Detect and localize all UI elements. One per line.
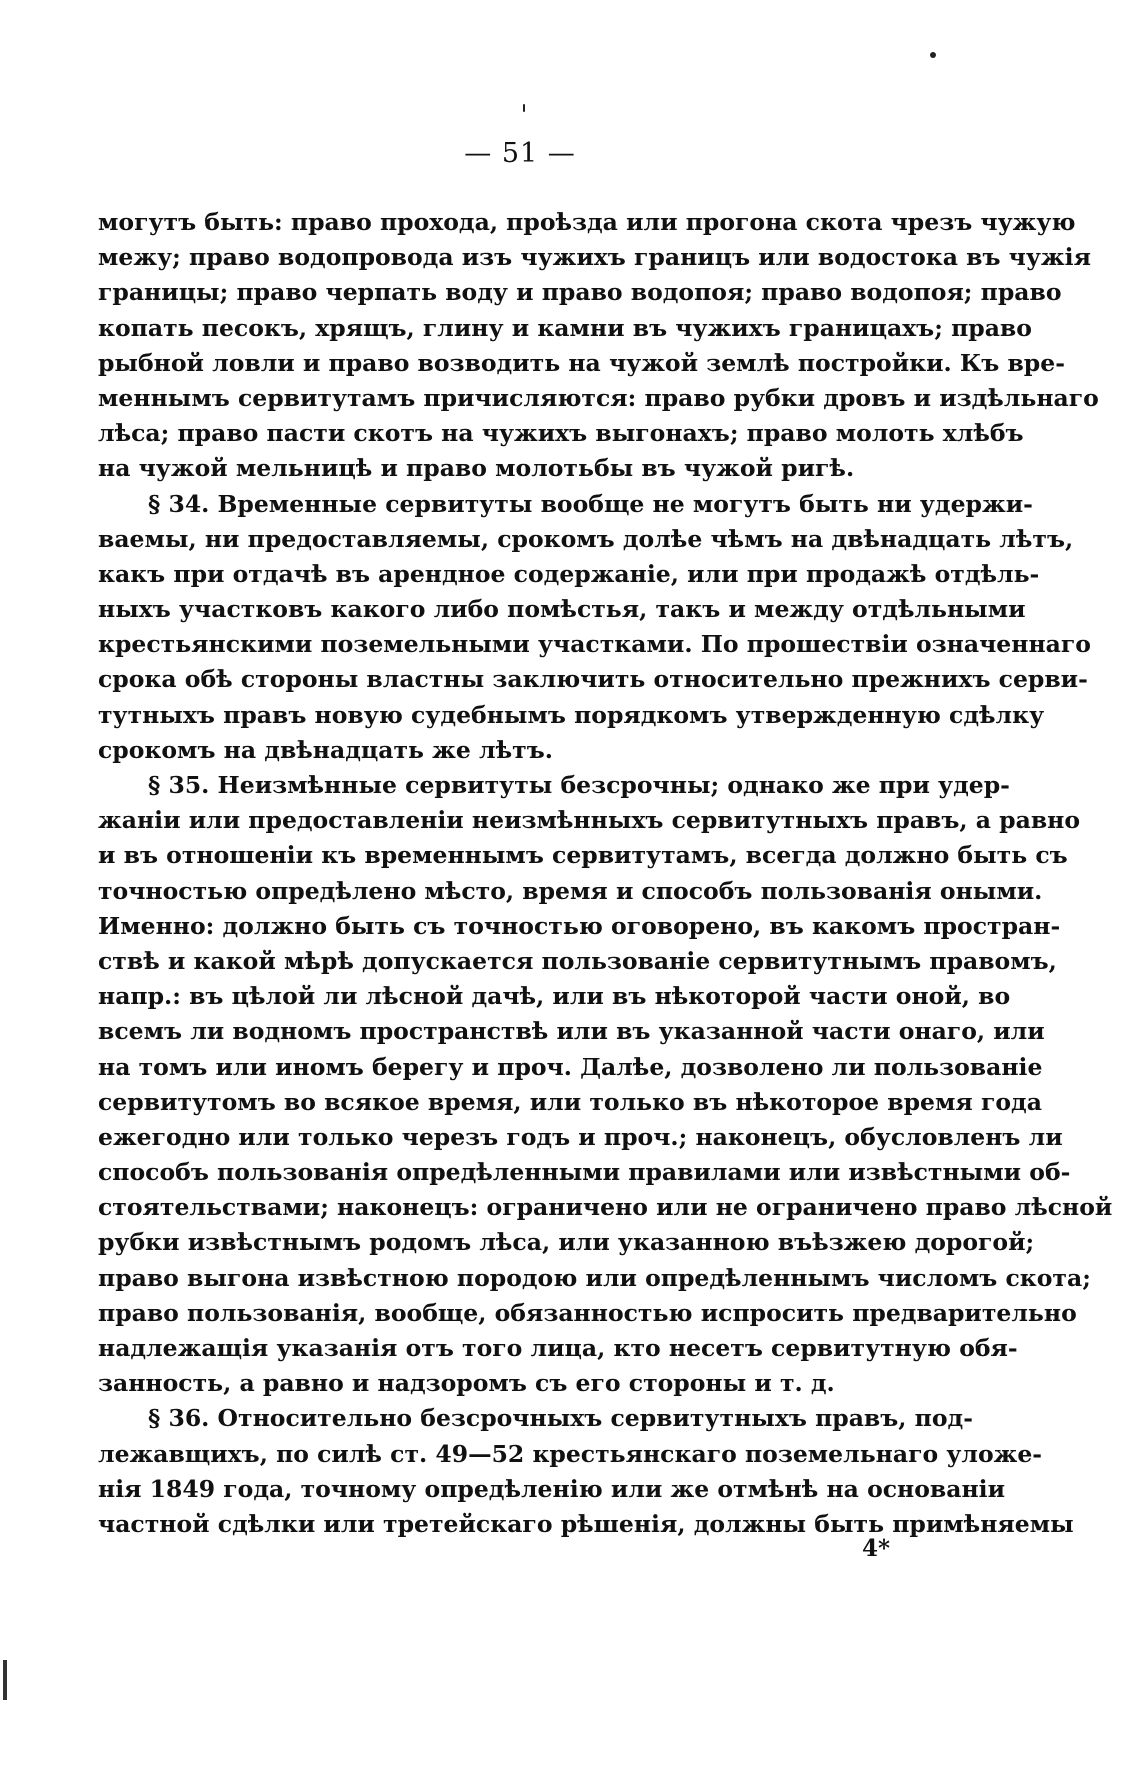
text-line: всемъ ли водномъ пространствѣ или въ указанной части онаго, или — [98, 1017, 1045, 1046]
scan-speck — [523, 104, 525, 112]
scan-speck — [930, 52, 936, 58]
text-line: какъ при отдачѣ въ арендное содержаніе, или при продажѣ отдѣль- — [98, 559, 1040, 588]
text-line: границы; право черпать воду и право водопоя; право водопоя; право — [98, 278, 1062, 307]
text-line: нія 1849 года, точному опредѣленію или же отмѣнѣ на основаніи — [98, 1474, 1006, 1503]
scan-edge-mark — [3, 1660, 7, 1700]
text-line: стоятельствами; наконецъ: ограничено или не ограничено право лѣсной — [98, 1193, 1113, 1222]
text-line: жаніи или предоставленіи неизмѣнныхъ сервитутныхъ правъ, а равно — [98, 806, 1081, 835]
text-line: лѣса; право пасти скотъ на чужихъ выгонахъ; право молоть хлѣбъ — [98, 419, 1024, 448]
body-text — [98, 205, 1113, 1542]
text-line: право пользованія, вообще, обязанностью испросить предварительно — [98, 1298, 1077, 1327]
page-number: — 51 — — [464, 138, 576, 169]
text-line: способъ пользованія опредѣленными правилами или извѣстными об- — [98, 1158, 1071, 1187]
text-line: ствѣ и какой мѣрѣ допускается пользованіе сервитутнымъ правомъ, — [98, 946, 1057, 975]
printer-signature: 4* — [862, 1535, 891, 1562]
text-line: межу; право водопровода изъ чужихъ границъ или водостока въ чужія — [98, 243, 1091, 272]
text-line: рубки извѣстнымъ родомъ лѣса, или указанною въѣзжею дорогой; — [98, 1228, 1035, 1257]
text-line: ежегодно или только черезъ годъ и проч.; наконецъ, обусловленъ ли — [98, 1122, 1063, 1151]
paragraph-34-start: § 34. Временные сервитуты вообще не могутъ быть ни удержи- — [148, 489, 1033, 518]
text-line: рыбной ловли и право возводить на чужой землѣ постройки. Къ вре- — [98, 348, 1065, 377]
text-line: на томъ или иномъ берегу и проч. Далѣе, дозволено ли пользованіе — [98, 1052, 1043, 1081]
text-line: сервитутомъ во всякое время, или только въ нѣкоторое время года — [98, 1087, 1042, 1116]
paragraph-36-start: § 36. Относительно безсрочныхъ сервитутныхъ правъ, под- — [148, 1404, 973, 1433]
text-line: надлежащія указанія отъ того лица, кто несетъ сервитутную обя- — [98, 1334, 1018, 1362]
text-line: копать песокъ, хрящъ, глину и камни въ чужихъ границахъ; право — [98, 313, 1032, 342]
paragraph-35-start: § 35. Неизмѣнные сервитуты безсрочны; однако же при удер- — [148, 771, 1010, 799]
text-line: на чужой мельницѣ и право молотьбы въ чужой ригѣ. — [98, 454, 855, 483]
text-line: право выгона извѣстною породою или опредѣленнымъ числомъ скота; — [98, 1263, 1091, 1292]
text-line: срока обѣ стороны властны заключить относительно прежнихъ серви- — [98, 665, 1088, 694]
text-line: Именно: должно быть съ точностью оговорено, въ какомъ простран- — [98, 911, 1061, 940]
text-line: ваемы, ни предоставляемы, срокомъ долѣе чѣмъ на двѣнадцать лѣтъ, — [98, 524, 1074, 553]
text-line: занность, а равно и надзоромъ съ его стороны и т. д. — [98, 1369, 835, 1398]
text-line: частной сдѣлки или третейскаго рѣшенія, должны быть примѣняемы — [98, 1509, 1074, 1538]
text-line: срокомъ на двѣнадцать же лѣтъ. — [98, 735, 553, 764]
text-line: точностью опредѣлено мѣсто, время и способъ пользованія оными. — [98, 876, 1043, 905]
text-line: ныхъ участковъ какого либо помѣстья, такъ и между отдѣльными — [98, 595, 1026, 624]
text-line: лежавщихъ, по силѣ ст. 49—52 крестьянскаго поземельнаго уложе- — [98, 1439, 1043, 1468]
text-line: крестьянскими поземельными участками. По прошествіи означеннаго — [98, 630, 1091, 659]
text-line: напр.: въ цѣлой ли лѣсной дачѣ, или въ нѣкоторой части оной, во — [98, 982, 1011, 1011]
text-line: меннымъ сервитутамъ причисляются: право рубки дровъ и издѣльнаго — [98, 383, 1099, 412]
text-line: и въ отношеніи къ временнымъ сервитутамъ, всегда должно быть съ — [98, 841, 1068, 870]
text-line: могутъ быть: право прохода, проѣзда или прогона скота чрезъ чужую — [98, 208, 1076, 236]
text-line: тутныхъ правъ новую судебнымъ порядкомъ утвержденную сдѣлку — [98, 700, 1045, 729]
